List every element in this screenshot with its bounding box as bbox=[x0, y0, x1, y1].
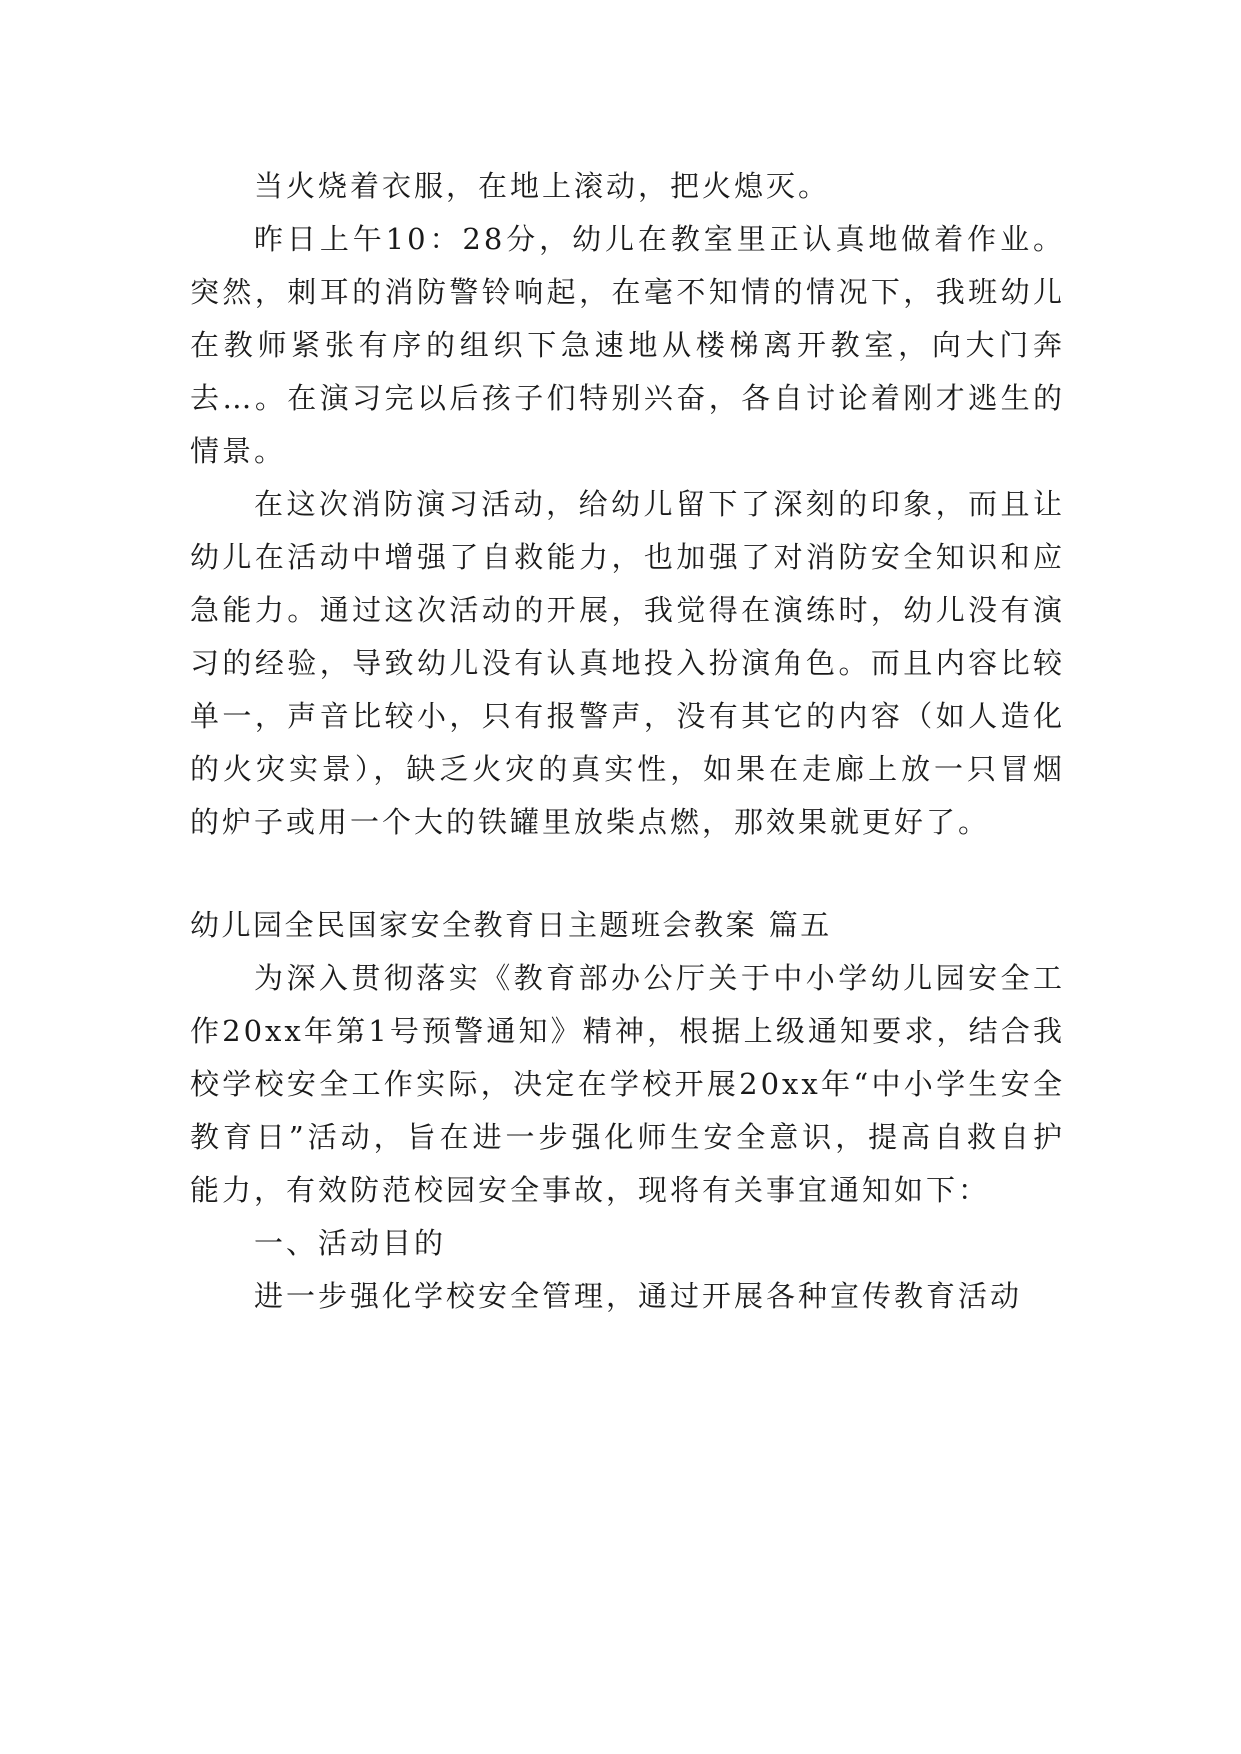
subheading-activity-purpose: 一、活动目的 bbox=[254, 1226, 447, 1260]
paragraph-drill-description: 昨日上午10：28分，幼儿在教室里正认真地做着作业。突然，刺耳的消防警铃响起，在毫不知情的情况下，我班幼儿在教师紧张有序的组织下急速地从楼梯离开教室，向大门奔去…。在演习完以后孩子们特别兴奋，各自讨论着刚才逃生的情景。 bbox=[190, 222, 1065, 468]
paragraph-fire-rolling: 当火烧着衣服，在地上滚动，把火熄灭。 bbox=[254, 169, 831, 203]
paragraph-drill-reflection: 在这次消防演习活动，给幼儿留下了深刻的印象，而且让幼儿在活动中增强了自救能力，也加强了对消防安全知识和应急能力。通过这次活动的开展，我觉得在演练时，幼儿没有演习的经验，导致幼儿没有认真地投入扮演角色。而且内容比较单一，声音比较小，只有报警声，没有其它的内容（如人造化的火灾实景），缺乏火灾的真实性，如果在走廊上放一只冒烟的炉子或用一个大的铁罐里放柴点燃，那效果就更好了。 bbox=[190, 487, 1065, 839]
section-gap bbox=[190, 849, 1065, 899]
document-body bbox=[190, 160, 1065, 1323]
paragraph-purpose-text: 进一步强化学校安全管理，通过开展各种宣传教育活动 bbox=[254, 1279, 1023, 1313]
paragraph-notice-intro: 为深入贯彻落实《教育部办公厅关于中小学幼儿园安全工作20xx年第1号预警通知》精神，根据上级通知要求，结合我校学校安全工作实际，决定在学校开展20xx年“中小学生安全教育日”活动，旨在进一步强化师生安全意识，提高自救自护能力，有效防范校园安全事故，现将有关事宜通知如下： bbox=[190, 961, 1065, 1207]
section-title: 幼儿园全民国家安全教育日主题班会教案 篇五 bbox=[190, 908, 832, 942]
